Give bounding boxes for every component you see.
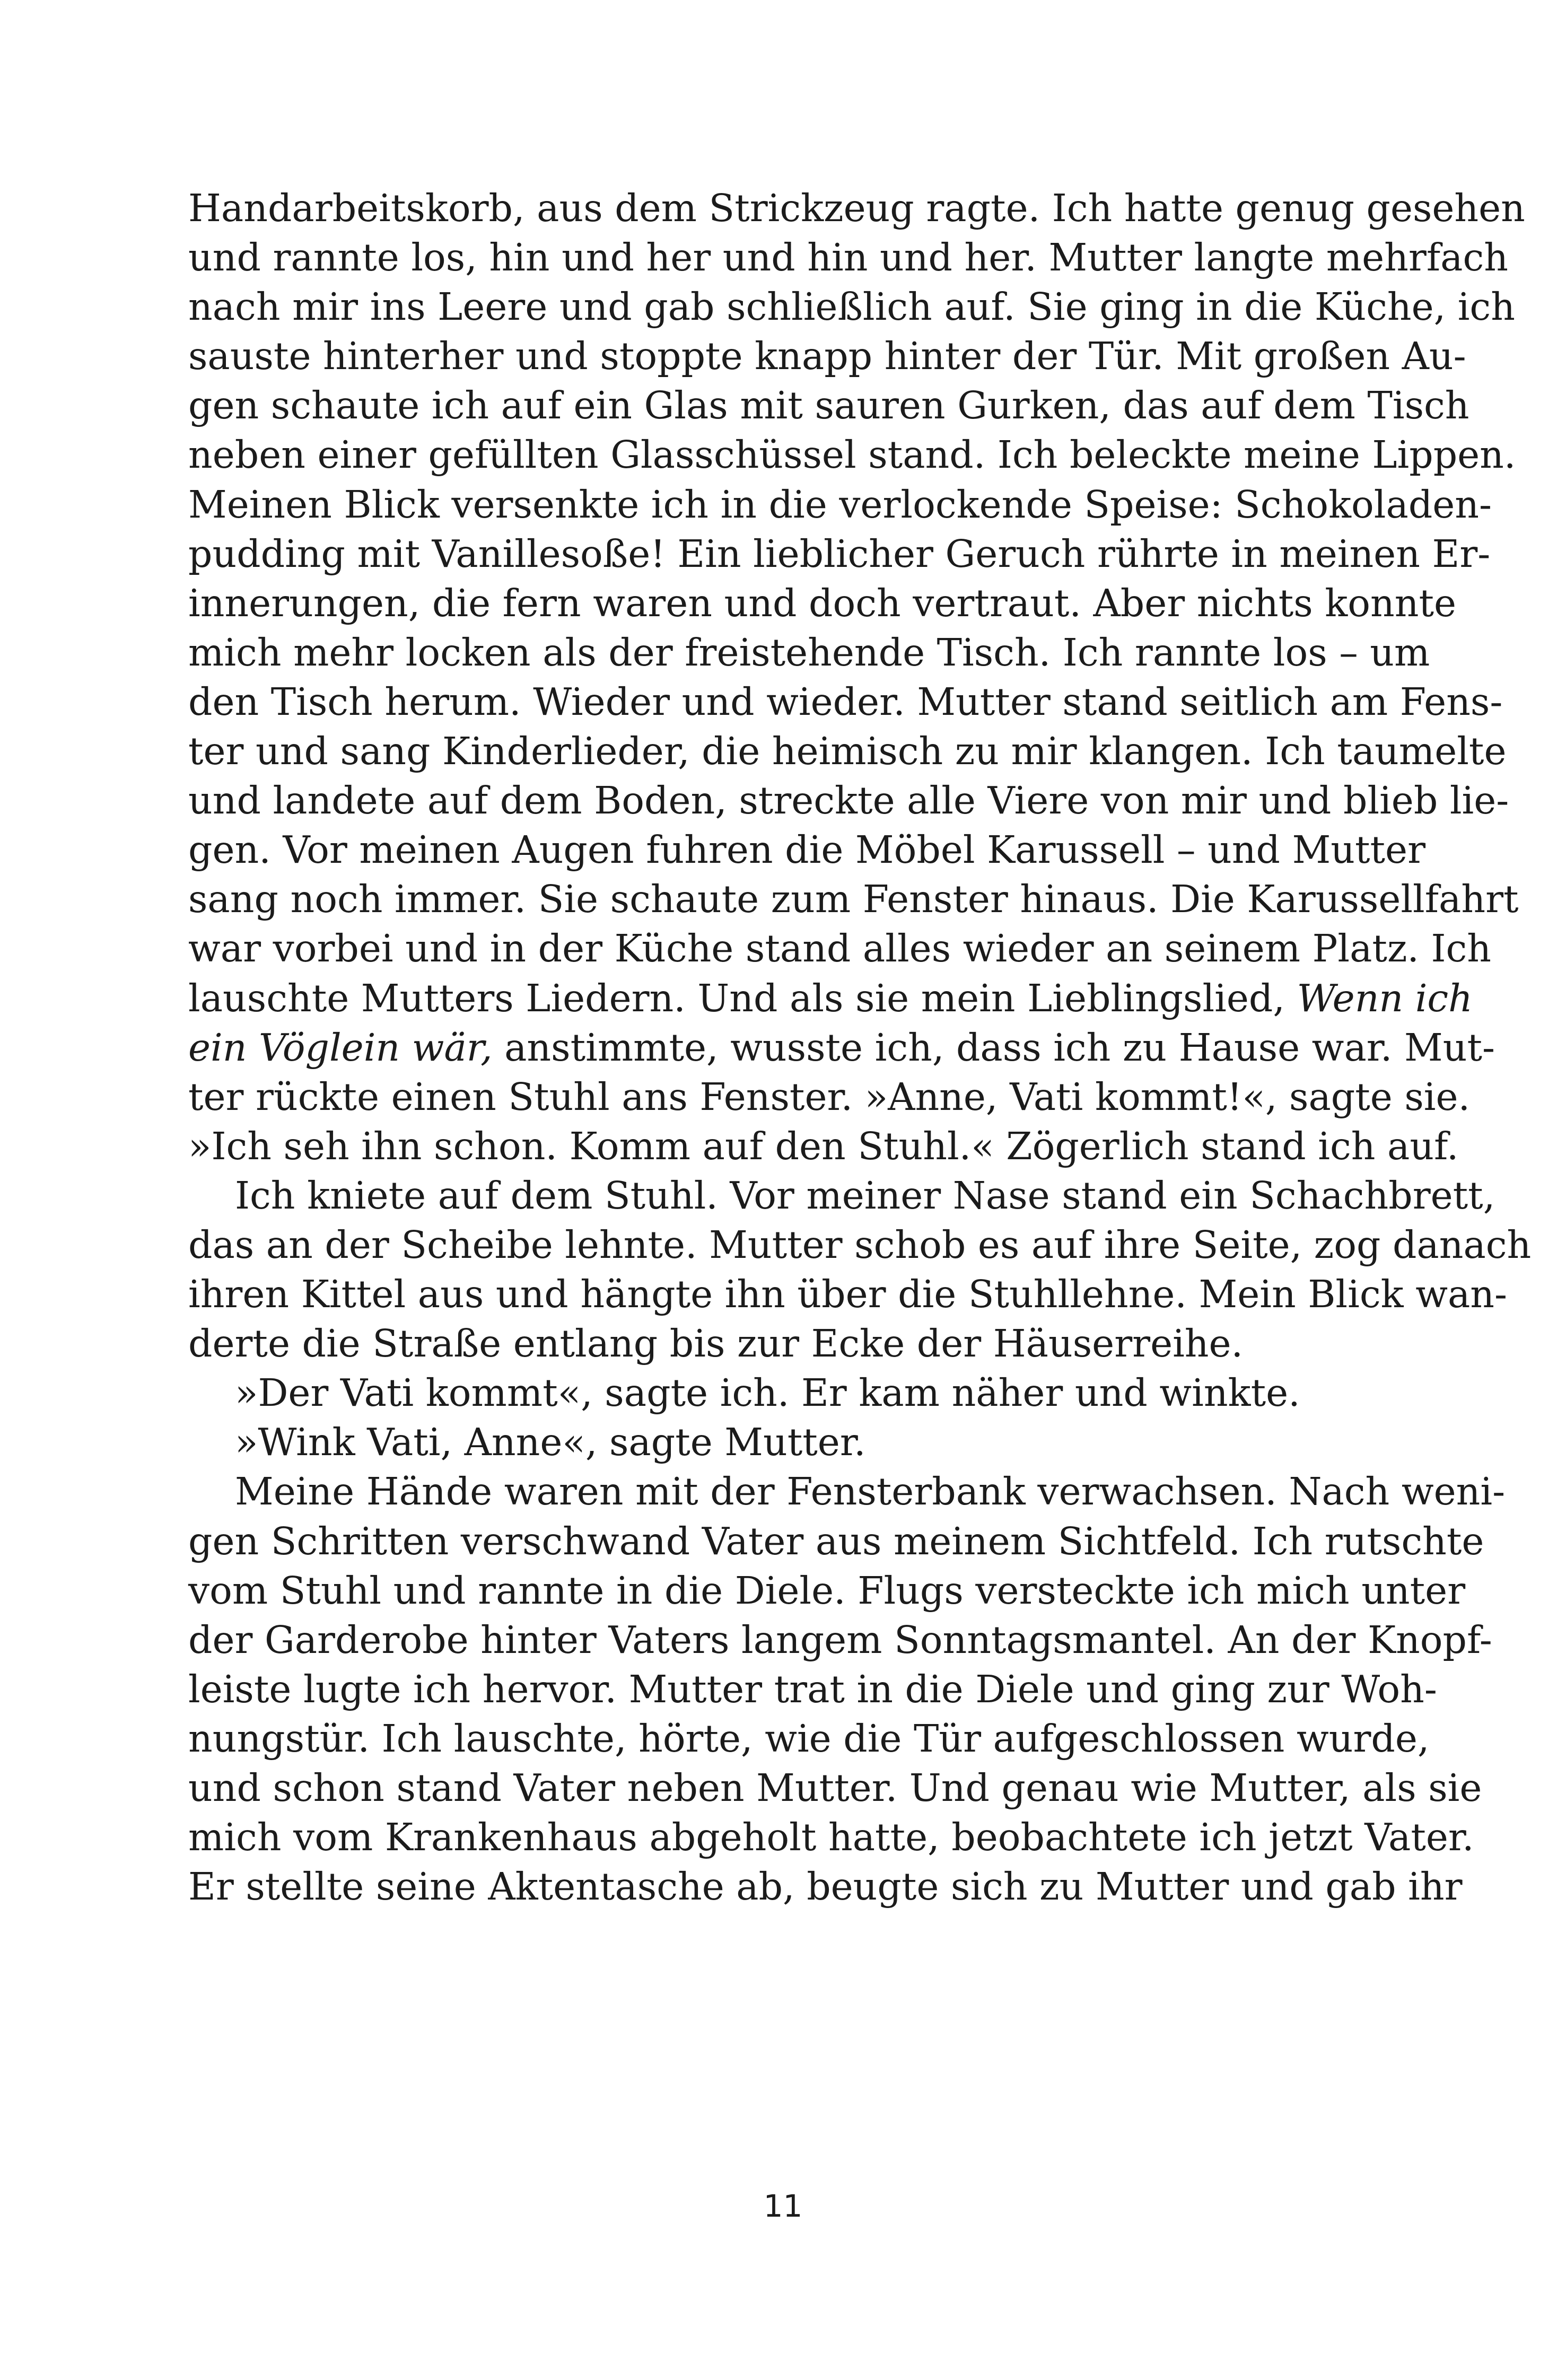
text-line: das an der Scheibe lehnte. Mutter schob es auf ihre Seite, zog danach [188,1222,1532,1267]
text-line: gen schaute ich auf ein Glas mit sauren Gurken, das auf dem Tisch [188,383,1469,428]
text-line: ter und sang Kinderlieder, die heimisch zu mir klangen. Ich taumelte [188,729,1507,774]
text-line: und schon stand Vater neben Mutter. Und genau wie Mutter, als sie [188,1766,1482,1810]
text-line: Handarbeitskorb, aus dem Strickzeug ragte. Ich hatte genug gesehen [188,186,1525,230]
text-segment: lauschte Mutters Liedern. Und als sie mein Lieblingslied, [188,976,1297,1020]
text-line: mich vom Krankenhaus abgeholt hatte, beobachtete ich jetzt Vater. [188,1815,1474,1860]
text-line: sang noch immer. Sie schaute zum Fenster hinaus. Die Karussellfahrt [188,877,1519,922]
text-line: pudding mit Vanillesoße! Ein lieblicher Geruch rührte in meinen Er- [188,531,1491,576]
body-text [188,183,1532,1911]
text-line: gen. Vor meinen Augen fuhren die Möbel Karussell – und Mutter [188,828,1426,872]
text-segment: anstimmte, wusste ich, dass ich zu Hause war. Mut- [492,1025,1495,1070]
text-line: mich mehr locken als der freistehende Tisch. Ich rannte los – um [188,630,1430,675]
text-line: und rannte los, hin und her und hin und her. Mutter langte mehrfach [188,235,1508,280]
text-line: »Wink Vati, Anne«, sagte Mutter. [235,1420,866,1465]
text-line: nach mir ins Leere und gab schließlich auf. Sie ging in die Küche, ich [188,285,1515,329]
text-line: Meine Hände waren mit der Fensterbank verwachsen. Nach weni- [235,1469,1506,1514]
text-line: neben einer gefüllten Glasschüssel stand. Ich beleckte meine Lippen. [188,433,1516,477]
text-line: leiste lugte ich hervor. Mutter trat in die Diele und ging zur Woh- [188,1667,1437,1711]
text-line: Meinen Blick versenkte ich in die verlockende Speise: Schokoladen- [188,482,1492,527]
text-line: vom Stuhl und rannte in die Diele. Flugs versteckte ich mich unter [188,1568,1466,1613]
text-line: war vorbei und in der Küche stand alles wieder an seinem Platz. Ich [188,926,1492,971]
text-line: den Tisch herum. Wieder und wieder. Mutter stand seitlich am Fens- [188,679,1503,724]
page-number: 11 [763,2188,803,2224]
text-line: derte die Straße entlang bis zur Ecke der Häuserreihe. [188,1322,1244,1366]
text-line: nungstür. Ich lauschte, hörte, wie die Tür aufgeschlossen wurde, [188,1716,1430,1761]
text-line: »Ich seh ihn schon. Komm auf den Stuhl.« Zögerlich stand ich auf. [188,1124,1459,1168]
italic-song-title: Wenn ich [1297,976,1473,1020]
text-line: und landete auf dem Boden, streckte alle Viere von mir und blieb lie- [188,778,1509,823]
text-line: Ich kniete auf dem Stuhl. Vor meiner Nase stand ein Schachbrett, [235,1173,1495,1218]
text-line: gen Schritten verschwand Vater aus meinem Sichtfeld. Ich rutschte [188,1519,1484,1563]
text-line [188,974,1473,1023]
text-line [188,1023,1495,1072]
italic-song-title: ein Vöglein wär, [188,1025,493,1070]
text-line: »Der Vati kommt«, sagte ich. Er kam näher und winkte. [235,1371,1300,1415]
text-line: sauste hinterher und stoppte knapp hinter der Tür. Mit großen Au- [188,334,1466,379]
text-line: ihren Kittel aus und hängte ihn über die Stuhllehne. Mein Blick wan- [188,1272,1508,1317]
text-line: innerungen, die fern waren und doch vertraut. Aber nichts konnte [188,581,1457,625]
text-line: ter rückte einen Stuhl ans Fenster. »Anne, Vati kommt!«, sagte sie. [188,1074,1471,1119]
text-line: der Garderobe hinter Vaters langem Sonntagsmantel. An der Knopf- [188,1617,1492,1662]
text-line: Er stellte seine Aktentasche ab, beugte sich zu Mutter und gab ihr [188,1865,1463,1909]
